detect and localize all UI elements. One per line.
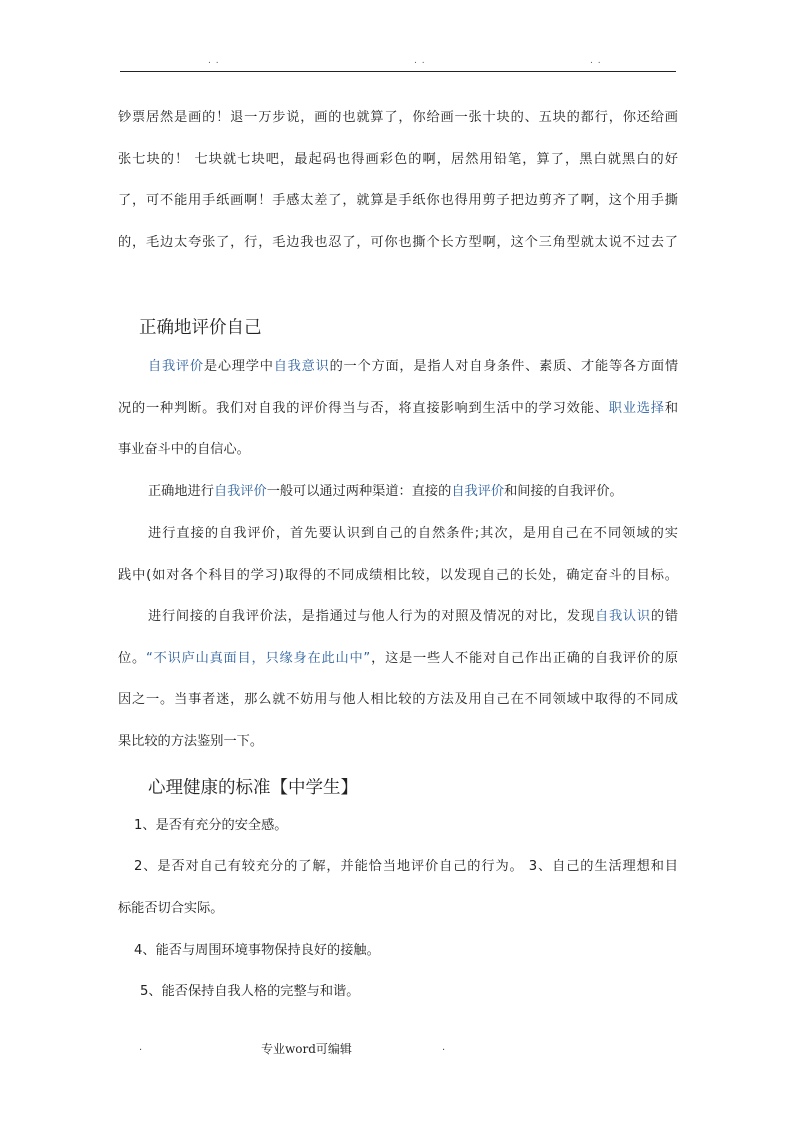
link-self-awareness[interactable]: 自我意识 bbox=[273, 359, 330, 374]
para1-line2: 张七块的！ 七块就七块吧，最起码也得画彩色的啊，居然用铅笔，算了，黑白就黑白的好 bbox=[118, 152, 678, 167]
text-run: 位。 bbox=[118, 651, 146, 666]
s1-p4-line4: 果比较的方法鉴别一下。 bbox=[118, 734, 264, 749]
footer-dot-right: . bbox=[442, 1042, 446, 1053]
section-heading-mental-health: 心理健康的标准【中学生】 bbox=[148, 778, 358, 798]
s1-p3-line2: 践中(如对各个科目的学习)取得的不同成绩相比较，以发现自己的长处，确定奋斗的目标。 bbox=[118, 568, 678, 583]
text-run: 和间接的自我评价。 bbox=[504, 484, 623, 499]
list-item-4: 4、能否与周围环境事物保持良好的接触。 bbox=[134, 943, 380, 958]
header-mark-center: . . bbox=[414, 56, 426, 66]
text-run: 一般可以通过两种渠道：直接的 bbox=[266, 484, 452, 499]
text-run: 进行间接的自我评价法，是指通过与他人行为的对照及情况的对比，发现 bbox=[148, 609, 595, 624]
header-mark-right: . . bbox=[590, 56, 602, 66]
s1-p4-line2 bbox=[118, 649, 678, 669]
section-heading-self-evaluation: 正确地评价自己 bbox=[139, 318, 262, 338]
footer-dot-left: . bbox=[139, 1042, 143, 1053]
text-run: 是心理学中 bbox=[203, 359, 274, 374]
para1-line4: 的，毛边太夸张了，行，毛边我也忍了，可你也撕个长方型啊，这个三角型就太说不过去了 bbox=[118, 235, 678, 250]
para1-line1: 钞票居然是画的！退一万步说，画的也就算了，你给画一张十块的、五块的都行，你还给画 bbox=[118, 110, 678, 125]
s1-p2-line1 bbox=[148, 482, 678, 502]
list-item-2-line1: 2、是否对自己有较充分的了解，并能恰当地评价自己的行为。 3、自己的生活理想和目 bbox=[134, 859, 678, 874]
s1-p1-line1 bbox=[148, 357, 678, 377]
footer-text: 专业word可编辑 bbox=[261, 1042, 352, 1056]
header-mark-left: . . bbox=[208, 56, 220, 66]
text-run: ，这是一些人不能对自己作出正确的自我评价的原 bbox=[370, 651, 679, 666]
quote-lushan: “不识庐山真面目，只缘身在此山中” bbox=[145, 651, 371, 666]
text-run: 的一个方面，是指人对自身条件、素质、才能等各方面情 bbox=[329, 359, 679, 374]
s1-p3-line1: 进行直接的自我评价，首先要认识到自己的自然条件;其次，是用自己在不同领域的实 bbox=[148, 526, 678, 541]
text-run: 的错 bbox=[650, 609, 679, 624]
s1-p4-line1 bbox=[148, 607, 678, 627]
text-run: 正确地进行 bbox=[148, 484, 214, 499]
link-self-evaluation[interactable]: 自我评价 bbox=[451, 484, 505, 499]
link-career-choice[interactable]: 职业选择 bbox=[608, 401, 665, 416]
text-run: 和 bbox=[664, 401, 679, 416]
link-self-cognition[interactable]: 自我认识 bbox=[594, 609, 651, 624]
s1-p4-line3: 因之一。当事者迷，那么就不妨用与他人相比较的方法及用自己在不同领域中取得的不同成 bbox=[118, 692, 678, 707]
link-self-evaluation[interactable]: 自我评价 bbox=[213, 484, 267, 499]
list-item-5: 5、能否保持自我人格的完整与和谐。 bbox=[140, 984, 360, 999]
s1-p1-line2 bbox=[118, 399, 678, 419]
link-self-evaluation[interactable]: 自我评价 bbox=[148, 359, 204, 374]
para1-line3: 了，可不能用手纸画啊！手感太差了，就算是手纸你也得用剪子把边剪齐了啊，这个用手撕 bbox=[118, 193, 678, 208]
header-rule bbox=[120, 71, 676, 72]
text-run: 况的一种判断。我们对自我的评价得当与否，将直接影响到生活中的学习效能、 bbox=[118, 401, 609, 416]
list-item-1: 1、是否有充分的安全感。 bbox=[134, 818, 288, 833]
list-item-2-line2: 标能否切合实际。 bbox=[118, 901, 224, 916]
s1-p1-line3: 事业奋斗中的自信心。 bbox=[118, 442, 250, 457]
